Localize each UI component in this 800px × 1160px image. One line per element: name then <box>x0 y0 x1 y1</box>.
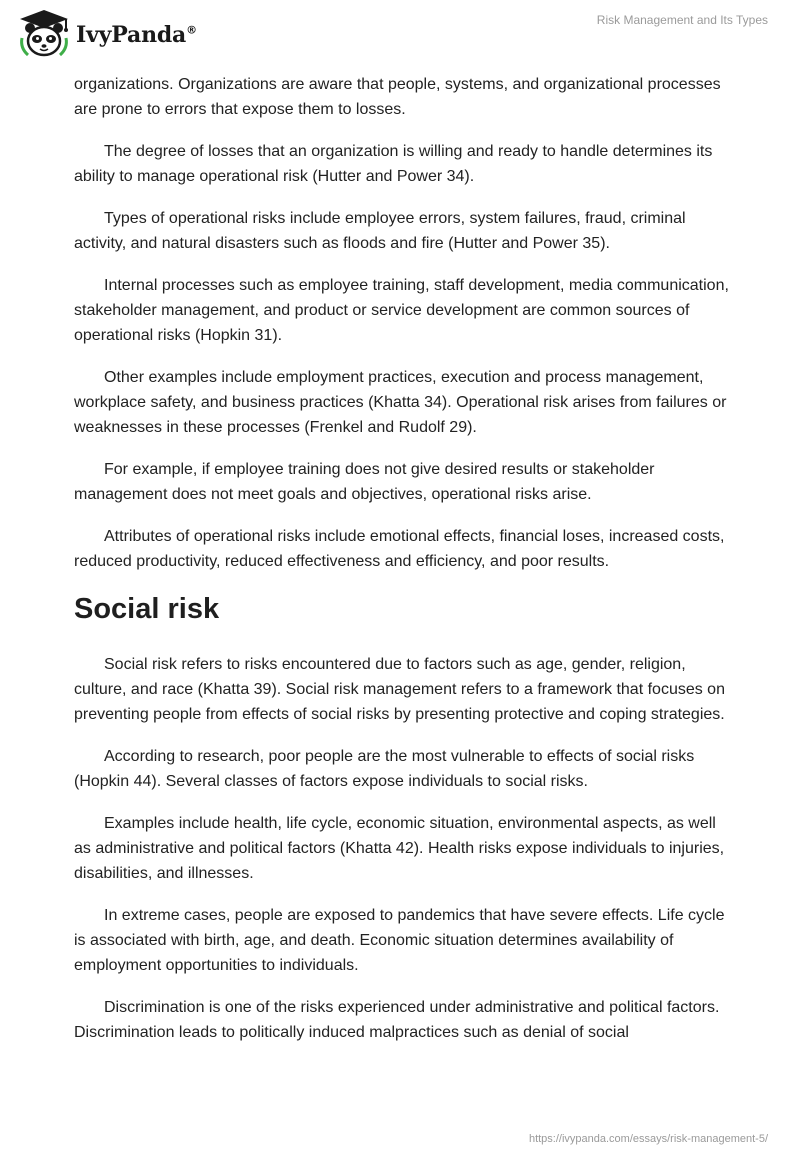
brand-name-text: IvyPanda <box>76 22 187 48</box>
page-header <box>0 0 800 70</box>
paragraph: Attributes of operational risks include emotional effects, financial loses, increased costs, reduced productivity, reduced effectiveness and efficiency, and poor results. <box>74 528 725 570</box>
essay-body <box>74 72 734 1062</box>
paragraph: Social risk refers to risks encountered due to factors such as age, gender, religion, culture, and race (Khatta 39). Social risk management refers to a framework that focuses on preventing people from effects of social risks by presenting protective and coping strategies. <box>74 656 725 723</box>
paragraph: For example, if employee training does not give desired results or stakeholder management does not meet goals and objectives, operational risks arise. <box>74 461 655 503</box>
paragraph: Examples include health, life cycle, economic situation, environmental aspects, as well as administrative and political factors (Khatta 42). Health risks expose individuals to injuries, disabilities, and illnesses. <box>74 815 725 882</box>
paragraph: In extreme cases, people are exposed to pandemics that have severe effects. Life cycle is associated with birth, age, and death. Economic situation determines availability of employment opportunities to individuals. <box>74 907 725 974</box>
paragraph: The degree of losses that an organization is willing and ready to handle determines its ability to manage operational risk (Hutter and Power 34). <box>74 143 713 185</box>
paragraph: Internal processes such as employee training, staff development, media communication, stakeholder management, and product or service development are common sources of operational risks (Hopkin 31). <box>74 277 729 344</box>
paragraph: According to research, poor people are the most vulnerable to effects of social risks (Hopkin 44). Several classes of factors expose individuals to social risks. <box>74 748 695 790</box>
panda-graduate-icon <box>14 8 74 60</box>
paragraph: Types of operational risks include employee errors, system failures, fraud, criminal activity, and natural disasters such as floods and fire (Hutter and Power 35). <box>74 210 686 252</box>
source-url-link[interactable]: https://ivypanda.com/essays/risk-management-5/ <box>528 1133 768 1145</box>
paragraph: Other examples include employment practices, execution and process management, workplace safety, and business practices (Khatta 34). Operational risk arises from failures or weaknesses in these processes (Frenkel and Rudolf 29). <box>74 369 727 436</box>
section-heading: Social risk <box>74 593 220 625</box>
ivypanda-logo-link[interactable] <box>14 8 197 60</box>
brand-name <box>76 22 197 48</box>
document-title: Risk Management and Its Types <box>596 13 768 27</box>
paragraph: Discrimination is one of the risks experienced under administrative and political factors. Discrimination leads to politically induced malpractices such as denial of social <box>74 999 720 1041</box>
paragraph: organizations. Organizations are aware that people, systems, and organizational processes are prone to errors that expose them to losses. <box>74 76 721 118</box>
registered-mark: ® <box>186 23 197 37</box>
